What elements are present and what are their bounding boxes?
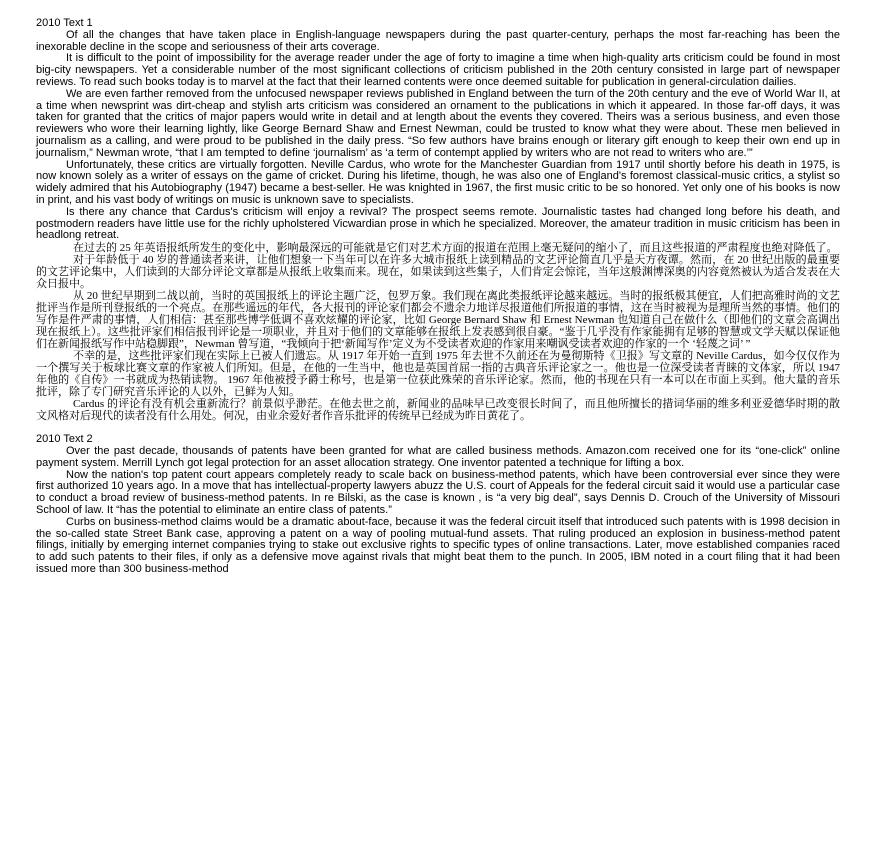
text1-zh-paragraph-1: 在过去的 25 年英语报纸所发生的变化中，影响最深远的可能就是它们对艺术方面的报道在范围上毫无疑问的缩小了，而且这些报道的严肃程度也绝对降低了。 (73, 242, 838, 255)
section-text1 (36, 18, 840, 422)
text1-zh-paragraph-2: 对于年龄低于 40 岁的普通读者来讲，让他们想象一下当年可以在许多大城市报纸上读到精品的文艺评论简直几乎是天方夜谭。然而，在 20 世纪出版的最重要的文艺评论集中，人们读到的大部分评论文章都是从报纸上收集而来。现在，如果读到这些集子，人们肯定会惊诧，当年这般渊博深奥的内容竟然被认为适合发表在大众日报中。 (36, 254, 840, 291)
section-text2 (36, 434, 840, 576)
text1-zh-paragraph-3: 从 20 世纪早期到二战以前，当时的英国报纸上的评论主题广泛，包罗万象。我们现在离此类报纸评论越来越远。当时的报纸极其便宜，人们把高雅时尚的文艺批评当作是所刊登报纸的一个亮点。在那些遥远的年代，各大报刊的评论家们都会不遗余力地详尽报道他们所报道的事情，这在当时被视为是理所当然的事情。他们的写作是件严肃的事情，人们相信：甚至那些博学低调不喜欢炫耀的评论家，比如 George Bernard Shaw 和 Ernest Newman 也知道自己在做什么（即他们的文章会高调出现在报纸上）。这些批评家们相信报刊评论是一项职业，并且对于他们的文章能够在报纸上发表感到很自豪。“鉴于几乎没有作家能拥有足够的智慧或文学天赋以保证他们在新闻报纸写作中站稳脚跟”，Newman 曾写道，“我倾向于把‘新闻写作’定义为不受读者欢迎的作家用来嘲讽受读者欢迎的作家的一个 ‘轻蔑之词’ ” (36, 290, 840, 351)
text2-en-paragraph-2: Now the nation's top patent court appears completely ready to scale back on business-method patents, which have been controversial ever since they were first authorized 10 years ago. In a move that has intellectual-property lawyers abuzz the U.S. court of Appeals for the federal circuit said it would use a particular case to conduct a broad review of business-method patents. In re Bilski, as the case is known , is “a very big deal”, says Dennis D. Crouch of the University of Missouri School of law. It “has the potential to eliminate an entire class of patents.” (36, 468, 840, 516)
text1-en-paragraph-2: It is difficult to the point of impossibility for the average reader under the age of forty to imagine a time when high-quality arts criticism could be found in most big-city newspapers. Yet a considerable number of the most significant collections of criticism published in the 20th century consisted in large part of newspaper reviews. To read such books today is to marvel at the fact that their learned contents were once deemed suitable for publication in general-circulation dailies. (36, 52, 840, 88)
text1-zh-paragraph-4: 不幸的是，这些批评家们现在实际上已被人们遗忘。从 1917 年开始一直到 1975 年去世不久前还在为曼彻斯特《卫报》写文章的 Neville Cardus，如今仅仅作为一个撰写关于板球比赛文章的作家被人们所知。但是，在他的一生当中，他也是英国首屈一指的古典音乐评论家之一。他也是一位深受读者青睐的文体家，所以 1947 年他的《自传》一书就成为热销读物。 1967 年他被授予爵士称号，也是第一位获此殊荣的音乐评论家。然而，他的书现在只有一本可以在市面上买到。他大量的音乐批评，除了专门研究音乐评论的人以外，已鲜为人知。 (36, 350, 840, 399)
text2-en-paragraph-3: Curbs on business-method claims would be a dramatic about-face, because it was the federal circuit itself that introduced such patents with is 1998 decision in the so-called state Street Bank case, approving a patent on a way of pooling mutual-fund assets. That ruling produced an explosion in business-method patent filings, initially by emerging internet companies trying to stake out exclusive rights to specific types of online transactions. Later, move established companies raced to add such patents to their files, if only as a defensive move against rivals that might beat them to the punch. In 2005, IBM noted in a court filing that it had been issued more than 300 business-method (36, 515, 840, 575)
text1-zh-paragraph-5: Cardus 的评论有没有机会重新流行？前景似乎渺茫。在他去世之前，新闻业的品味早已改变很长时间了，而且他所擅长的措词华丽的维多利亚爱德华时期的散文风格对后现代的读者没有什么用处。何况，由业余爱好者作音乐批评的传统早已经成为昨日黄花了。 (36, 398, 840, 423)
text1-en-paragraph-5: Is there any chance that Cardus's criticism will enjoy a revival? The prospect seems remote. Journalistic tastes had changed long before his death, and postmodern readers have little use for the richly upholstered Vicwardian prose in which he specialized. Moreover, the amateur tradition in music criticism has been in headlong retreat. (36, 205, 840, 242)
text1-en-paragraph-1: Of all the changes that have taken place in English-language newspapers during the past quarter-century, perhaps the most far-reaching has been the inexorable decline in the scope and seriousness of their arts coverage. (36, 28, 840, 53)
text2-heading: 2010 Text 2 (36, 433, 93, 446)
text2-en-paragraph-1: Over the past decade, thousands of patents have been granted for what are called business methods. Amazon.com received one for its “one-click” online payment system. Merrill Lynch got legal protection for an asset allocation strategy. One inventor patented a technique for lifting a box. (36, 444, 840, 469)
text1-en-paragraph-3: We are even farther removed from the unfocused newspaper reviews published in England between the turn of the 20th century and the eve of World War II, at a time when newsprint was dirt-cheap and stylish arts criticism was considered an ornament to the publications in which it appeared. In those far-off days, it was taken for granted that the critics of major papers would write in detail and at length about the events they covered. Theirs was a serious business, and even those reviewers who wore their learning lightly, like George Bernard Shaw and Ernest Newman, could be trusted to know what they were about. These men believed in journalism as a calling, and were proud to be published in the daily press. “So few authors have brains enough or literary gift enough to keep their own end up in journalism,” Newman wrote, “that I am tempted to define ‘journalism’ as ‘a term of contempt applied by writers who are not read to writers who are.’” (36, 87, 840, 159)
text1-heading: 2010 Text 1 (36, 17, 93, 29)
text1-en-paragraph-4: Unfortunately, these critics are virtually forgotten. Neville Cardus, who wrote for the Manchester Guardian from 1917 until shortly before his death in 1975, is now known solely as a writer of essays on the game of cricket. During his lifetime, though, he was also one of England's foremost classical-music critics, a stylist so widely admired that his Autobiography (1947) became a best-seller. He was knighted in 1967, the first music critic to be so honored. Yet only one of his books is now in print, and his vast body of writings on music is unknown save to specialists. (36, 158, 840, 206)
section-gap (36, 422, 840, 434)
